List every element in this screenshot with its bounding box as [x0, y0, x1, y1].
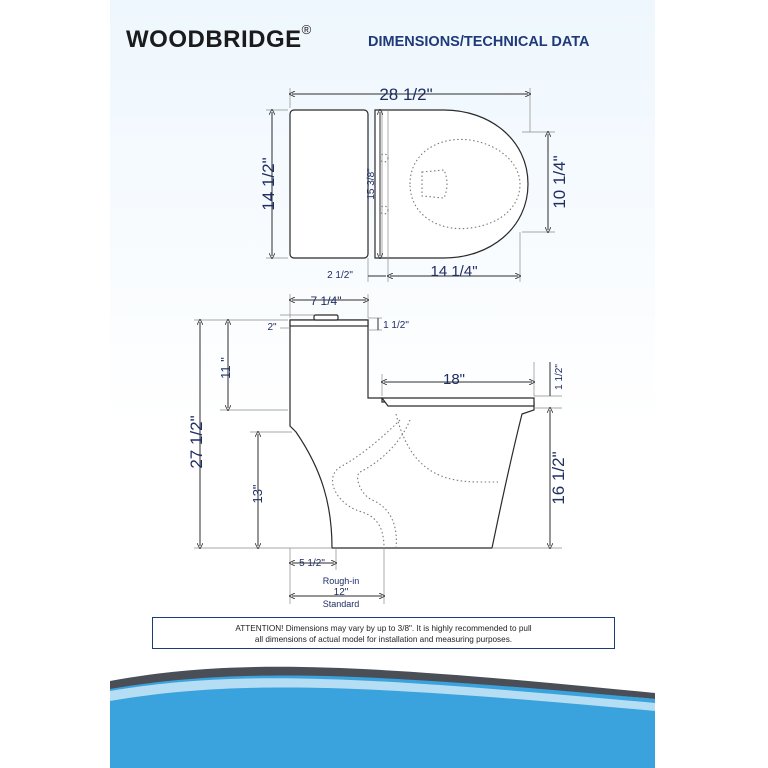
side-view	[187, 294, 568, 609]
toilet-dimension-drawing	[110, 0, 655, 620]
dim-lid-thickness: 1 1/2"	[383, 320, 409, 331]
dim-tank-offset: 2 1/2"	[327, 270, 353, 281]
rough-in-standard: Standard	[322, 599, 360, 609]
dim-bowl-width: 10 1/4"	[550, 155, 569, 209]
dim-overall-height: 27 1/2"	[187, 415, 206, 469]
rough-in-value: 12"	[333, 587, 349, 598]
side-tank-lid	[290, 320, 368, 326]
registered-mark: ®	[301, 22, 312, 37]
dim-supply-offset: 5 1/2"	[299, 558, 325, 569]
dim-bowl-height: 16 1/2"	[549, 451, 568, 505]
decorative-wave	[110, 655, 655, 768]
dim-tank-depth: 7 1/4"	[310, 294, 342, 308]
top-bowl-outline	[375, 110, 528, 258]
dim-bowl-length: 14 1/4"	[430, 263, 478, 280]
top-view	[259, 85, 569, 282]
dim-seat-hole-spacing: 15 3/8"	[366, 168, 377, 200]
side-seat	[382, 398, 534, 406]
side-body-outline	[290, 320, 534, 548]
notice-line-1: ATTENTION! Dimensions may vary by up to 3/8". It is highly recommended to pull	[235, 624, 532, 633]
dim-tank-height: 11 "	[218, 357, 233, 379]
brand-name: WOODBRIDGE	[126, 26, 302, 53]
top-tank-outline	[290, 110, 368, 258]
dim-supply-height: 13"	[250, 484, 265, 504]
spec-sheet	[110, 0, 655, 768]
attention-notice	[152, 617, 615, 649]
dim-seat-length: 18"	[442, 371, 466, 388]
dim-overall-length: 28 1/2"	[379, 85, 433, 104]
dim-button-height: 2"	[267, 322, 277, 333]
notice-line-2: all dimensions of actual model for installation and measuring purposes.	[254, 634, 513, 644]
rough-in-label: Rough-in	[322, 576, 360, 586]
dim-depth: 14 1/2"	[259, 157, 278, 211]
flush-button	[314, 315, 338, 320]
page-title: DIMENSIONS/TECHNICAL DATA	[368, 34, 590, 50]
dim-seat-thickness: 1 1/2"	[554, 364, 565, 390]
